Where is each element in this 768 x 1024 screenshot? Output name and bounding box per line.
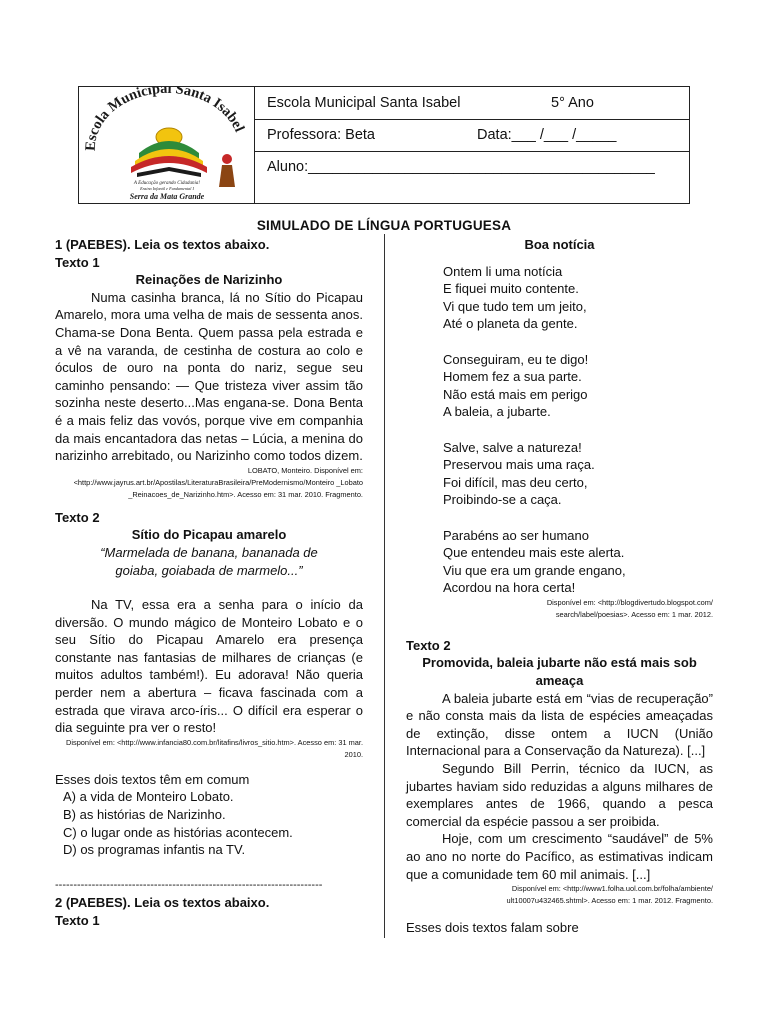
header-row-school — [255, 87, 689, 120]
grade: 5° Ano — [551, 95, 594, 111]
texto1-label: Texto 1 — [55, 254, 100, 270]
texto2-title: Sítio do Picapau amarelo — [131, 527, 287, 543]
option-a[interactable]: A) a vida de Monteiro Lobato. — [63, 789, 234, 805]
teacher: Professora: Beta — [267, 127, 375, 143]
option-c[interactable]: C) o lugar onde as histórias acontecem. — [63, 824, 293, 840]
texto1-title: Reinações de Narizinho — [135, 272, 283, 288]
question-1-stem: Esses dois textos têm em comum — [55, 771, 250, 787]
poem-line: Até o planeta da gente. — [443, 316, 578, 332]
poem-line: A baleia, a jubarte. — [443, 404, 551, 420]
child-figure-icon — [219, 165, 235, 187]
texto1-body: Numa casinha branca, lá no Sítio do Picapau Amarelo, mora uma velha de mais de sessenta anos. Chama-se Dona Benta. Quem passa pela estrada e a vê na varanda, de cestinha de costura ao colo e óculos de ouro na ponta do nariz, segue seu caminho pensando: — Que tristeza viver assim tão sozinha neste deserto...Mas engana-se. Dona Benta é a mais feliz das vovós, porque vive em companhia da mais encantadora das netas – Lúcia, a menina do narizinho arrebitado, ou Narizinho como todos dizem. — [55, 289, 363, 464]
right-column — [406, 236, 713, 937]
texto2-source: Disponível em: <http://www.infancia80.com.br/litafins/livros_sitio.htm>. Acesso em: 31 mar. 2010. — [66, 737, 363, 759]
poem-line: Que entendeu mais este alerta. — [443, 545, 625, 561]
texto1-source: LOBATO, Monteiro. Disponível em: <http://www.jayrus.art.br/Apostilas/LiteraturaBrasileira/PreModernismo/Monteiro _Lobato _Reinacoes_de_Narizinho.htm>. Acesso em: 31 mar. 2010. Fragmento. — [73, 465, 363, 499]
question-stem-right: Esses dois textos falam sobre — [406, 920, 579, 936]
right-texto2-source: Disponível em: <http://www1.folha.uol.com.br/folha/ambiente/ ult10007u432465.shtml>. Acesso em: 1 mar. 2012. Fragmento. — [506, 884, 713, 906]
school-name: Escola Municipal Santa Isabel — [267, 95, 461, 111]
poem-line: Foi difícil, mas deu certo, — [443, 474, 588, 490]
option-b[interactable]: B) as histórias de Narizinho. — [63, 807, 226, 823]
poem-line: Conseguiram, eu te digo! — [443, 351, 589, 367]
poem-line: Vi que tudo tem um jeito, — [443, 298, 587, 314]
poem-line: Acordou na hora certa! — [443, 580, 576, 596]
right-texto2-title: Promovida, baleia jubarte não está mais sob ameaça — [422, 655, 697, 689]
separator-line: ------------------------------------------------------------------------- — [55, 878, 323, 891]
header-row-student — [255, 151, 689, 203]
question-1-heading: 1 (PAEBES). Leia os textos abaixo. — [55, 237, 270, 252]
question-2-heading: 2 (PAEBES). Leia os textos abaixo. — [55, 895, 270, 911]
logo-town: Serra da Mata Grande — [129, 192, 205, 201]
left-column — [55, 236, 363, 930]
poem-line: E fiquei muito contente. — [443, 281, 579, 297]
header-row-teacher — [255, 119, 689, 152]
poem-line: Proibindo-se a caça. — [443, 492, 562, 508]
poem-line: Ontem li uma notícia — [443, 263, 563, 279]
poem-line: Não está mais em perigo — [443, 386, 588, 402]
school-logo — [79, 87, 255, 203]
student-field[interactable]: Aluno:___________________________________________ — [267, 159, 655, 175]
right-texto2-paragraph: Hoje, com um crescimento “saudável” de 5% ao ano no norte do Pacífico, as estimativas indicam que a comunidade tem 60 mil animais. [...] — [406, 831, 713, 882]
texto2-quote: “Marmelada de banana, bananada de goiaba, goiabada de marmelo...” — [100, 544, 318, 578]
option-d[interactable]: D) os programas infantis na TV. — [63, 842, 246, 858]
texto2-label: Texto 2 — [55, 509, 100, 525]
poem — [406, 263, 713, 597]
right-texto2-paragraph: A baleia jubarte está em “vias de recuperação” e não consta mais da lista de espécies ameaçadas de extinção, disse ontem a IUCN (União Internacional para a Conservação da Natureza). [...] — [406, 690, 713, 759]
logo-sub: Ensino Infantil e Fundamental I — [140, 186, 194, 191]
poem-source: Disponível em: <http://blogdivertudo.blogspot.com/ search/label/poesias>. Acesso em: 1 mar. 2012. — [546, 597, 713, 619]
poem-title: Boa notícia — [524, 237, 595, 252]
book-icon — [137, 167, 201, 177]
logo-motto: A Educação gerando Cidadania! — [133, 181, 201, 186]
page-title: SIMULADO DE LÍNGUA PORTUGUESA — [256, 218, 512, 233]
question-2-texto1-label: Texto 1 — [55, 913, 100, 928]
poem-line: Parabéns ao ser humano — [443, 527, 589, 543]
poem-line: Salve, salve a natureza! — [443, 439, 582, 455]
header-table — [78, 86, 690, 204]
column-divider — [384, 234, 385, 938]
poem-line: Preservou mais uma raça. — [443, 457, 595, 473]
right-texto2-label: Texto 2 — [406, 637, 451, 653]
texto2-body: Na TV, essa era a senha para o início da diversão. O mundo mágico de Monteiro Lobato e o seu Sítio do Picapau Amarelo era presença constante nas fantasias de milhares de crianças (e muitos adultos também!). Eu adorava! Não queria perder nem a abertura – ficava fascinada com a estrada que virava arco-íris... O difícil era esperar o dia seguinte pra ver o resto! — [55, 597, 363, 736]
right-texto2-paragraph: Segundo Bill Perrin, técnico da IUCN, as jubartes haviam sido reduzidas a alguns milhares de exemplares antes de 1966, quando a pesca comercial da espécie passou a ser proibida. — [406, 761, 713, 829]
poem-line: Homem fez a sua parte. — [443, 369, 582, 385]
logo-arc-text: Escola Municipal Santa Isabel — [82, 87, 248, 152]
date-field[interactable]: Data:___ /___ /_____ — [477, 127, 617, 143]
poem-line: Viu que era um grande engano, — [443, 562, 626, 578]
